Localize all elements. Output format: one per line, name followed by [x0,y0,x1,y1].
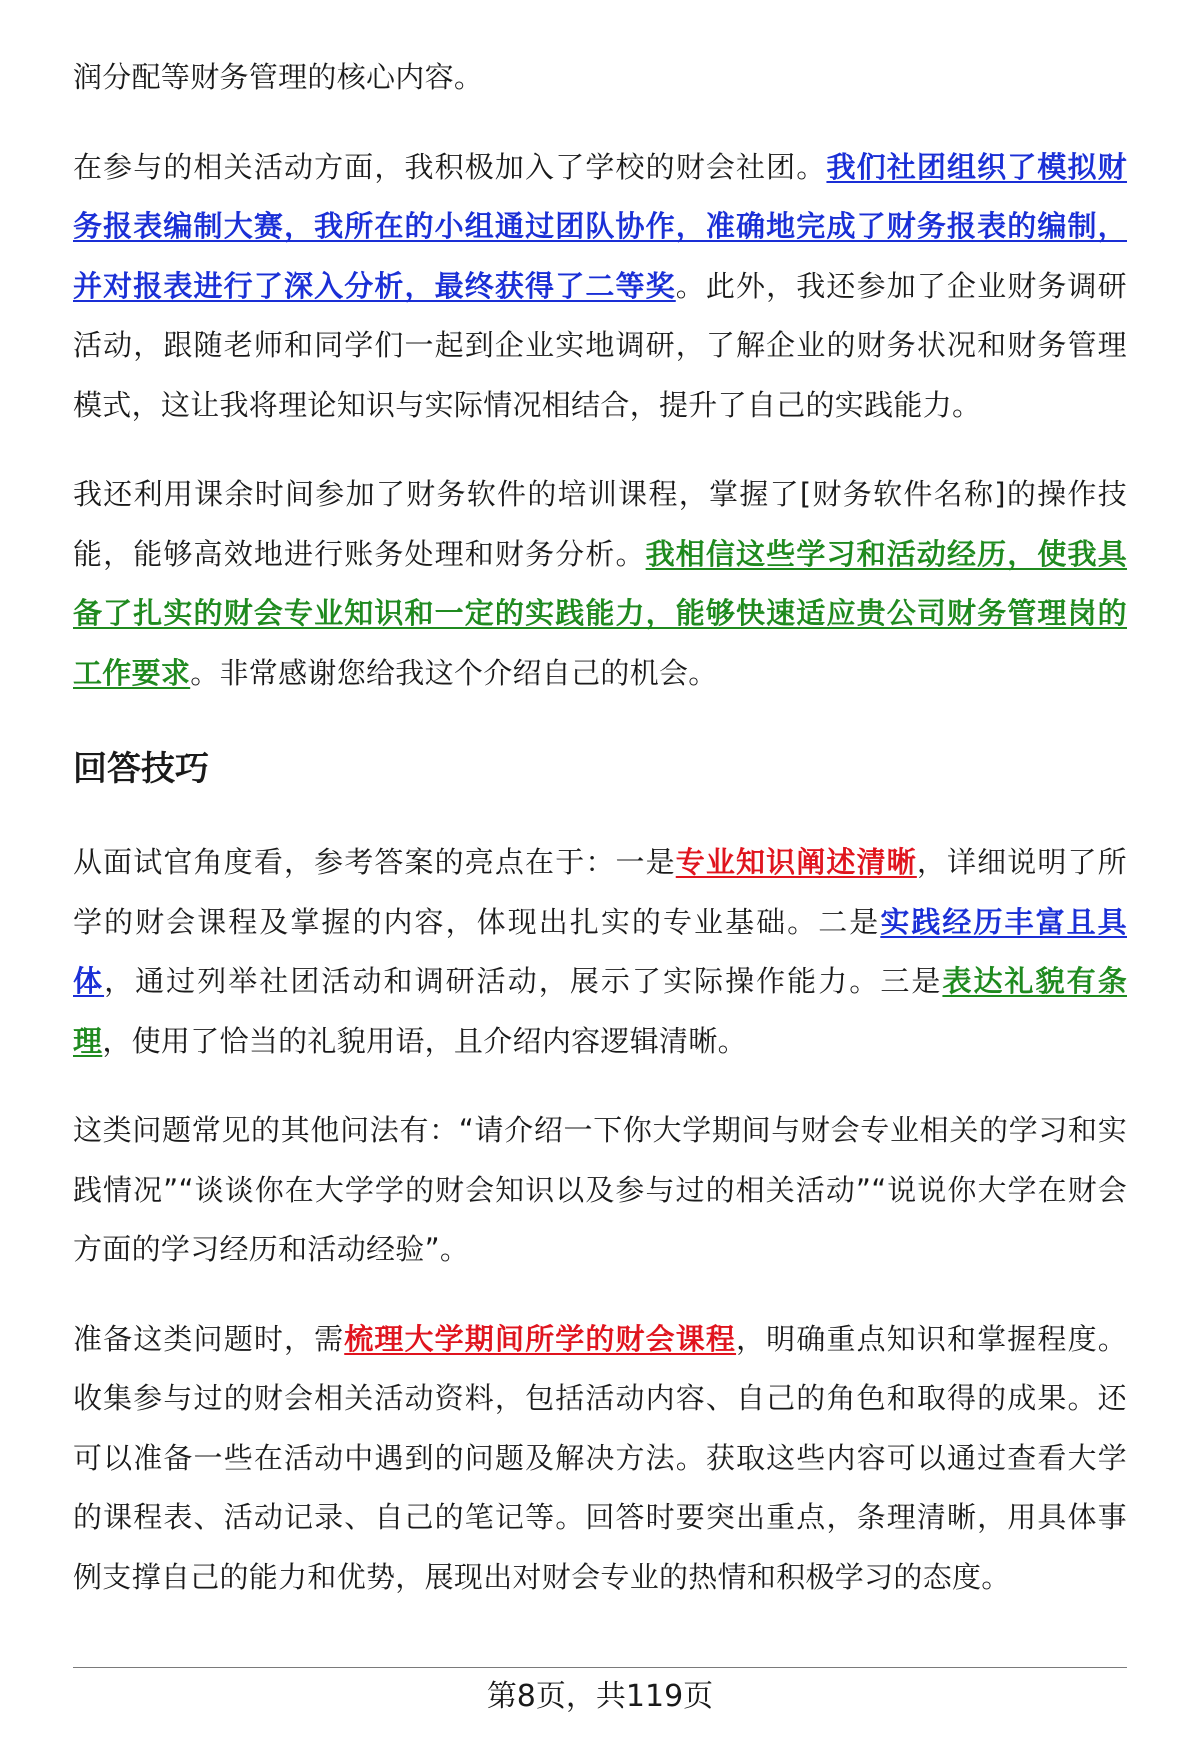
paragraph-text: ，使用了恰当的礼貌用语，且介绍内容逻辑清晰。 [102,1023,747,1058]
paragraph-text: ，通过列举社团活动和调研活动，展示了实际操作能力。三是 [104,964,943,998]
red-highlight: 梳理大学期间所学的财会课程 [344,1321,737,1356]
paragraph-text: 。此外，我还参加了企业财务调研活动，跟随老师和同学们一起到企业实地调研，了解企业的财务状况和财务管理模式，这让我将理论知识与实际情况相结合，提升了自己的实践能力。 [73,268,1127,422]
paragraph-text: 润分配等财务管理的核心内容。 [73,60,484,94]
paragraph-text: 准备这类问题时，需 [73,1321,345,1356]
paragraph-text: ，明确重点知识和掌握程度。收集参与过的财会相关活动资料，包括活动内容、自己的角色和取得的成果。还可以准备一些在活动中遇到的问题及解决方法。获取这些内容可以通过查看大学的课程表、活动记录、自己的笔记等。回答时要突出重点，条理清晰，用具体事例支撑自己的能力和优势，展现出对财会专业的热情和积极学习的态度。 [73,1321,1128,1594]
paragraph-text: 。非常感谢您给我这个介绍自己的机会。 [190,655,718,690]
paragraph-text: 从面试官角度看，参考答案的亮点在于：一是 [73,845,676,879]
blue-highlight: 实践经历丰富且具体 [73,904,1127,998]
paragraph-activities [73,138,1127,436]
paragraph-preparation [73,1310,1127,1608]
paragraph-text: 我还利用课余时间参加了财务软件的培训课程，掌握了[财务软件名称]的操作技能，能够高效地进行账务处理和财务分析。 [73,477,1127,571]
red-highlight: 专业知识阐述清晰 [675,845,917,879]
paragraph-other-questions [73,1101,1127,1280]
footer-divider [73,1667,1127,1668]
page-number: 第8页，共119页 [486,1679,714,1714]
paragraph-highlights [73,833,1127,1071]
paragraph-text: ，详细说明了所学的财会课程及掌握的内容，体现出扎实的专业基础。二是 [73,845,1127,939]
paragraph-text: 这类问题常见的其他问法有：“请介绍一下你大学期间与财会专业相关的学习和实践情况”“谈谈你在大学学的财会知识以及参与过的相关活动”“说说你大学在财会方面的学习经历和活动经验”。 [73,1113,1127,1266]
green-highlight: 我相信这些学习和活动经历，使我具备了扎实的财会专业知识和一定的实践能力，能够快速适应贵公司财务管理岗的工作要求 [73,536,1127,690]
paragraph-text: 在参与的相关活动方面，我积极加入了学校的财会社团。 [73,149,827,184]
document-body [73,48,1127,1607]
paragraph-continuation [73,48,1127,108]
blue-highlight: 我们社团组织了模拟财务报表编制大赛，我所在的小组通过团队协作，准确地完成了财务报表的编制，并对报表进行了深入分析，最终获得了二等奖 [73,149,1127,303]
paragraph-software-training [73,465,1127,703]
section-heading: 回答技巧 [73,749,209,789]
green-highlight: 表达礼貌有条理 [73,964,1127,1058]
